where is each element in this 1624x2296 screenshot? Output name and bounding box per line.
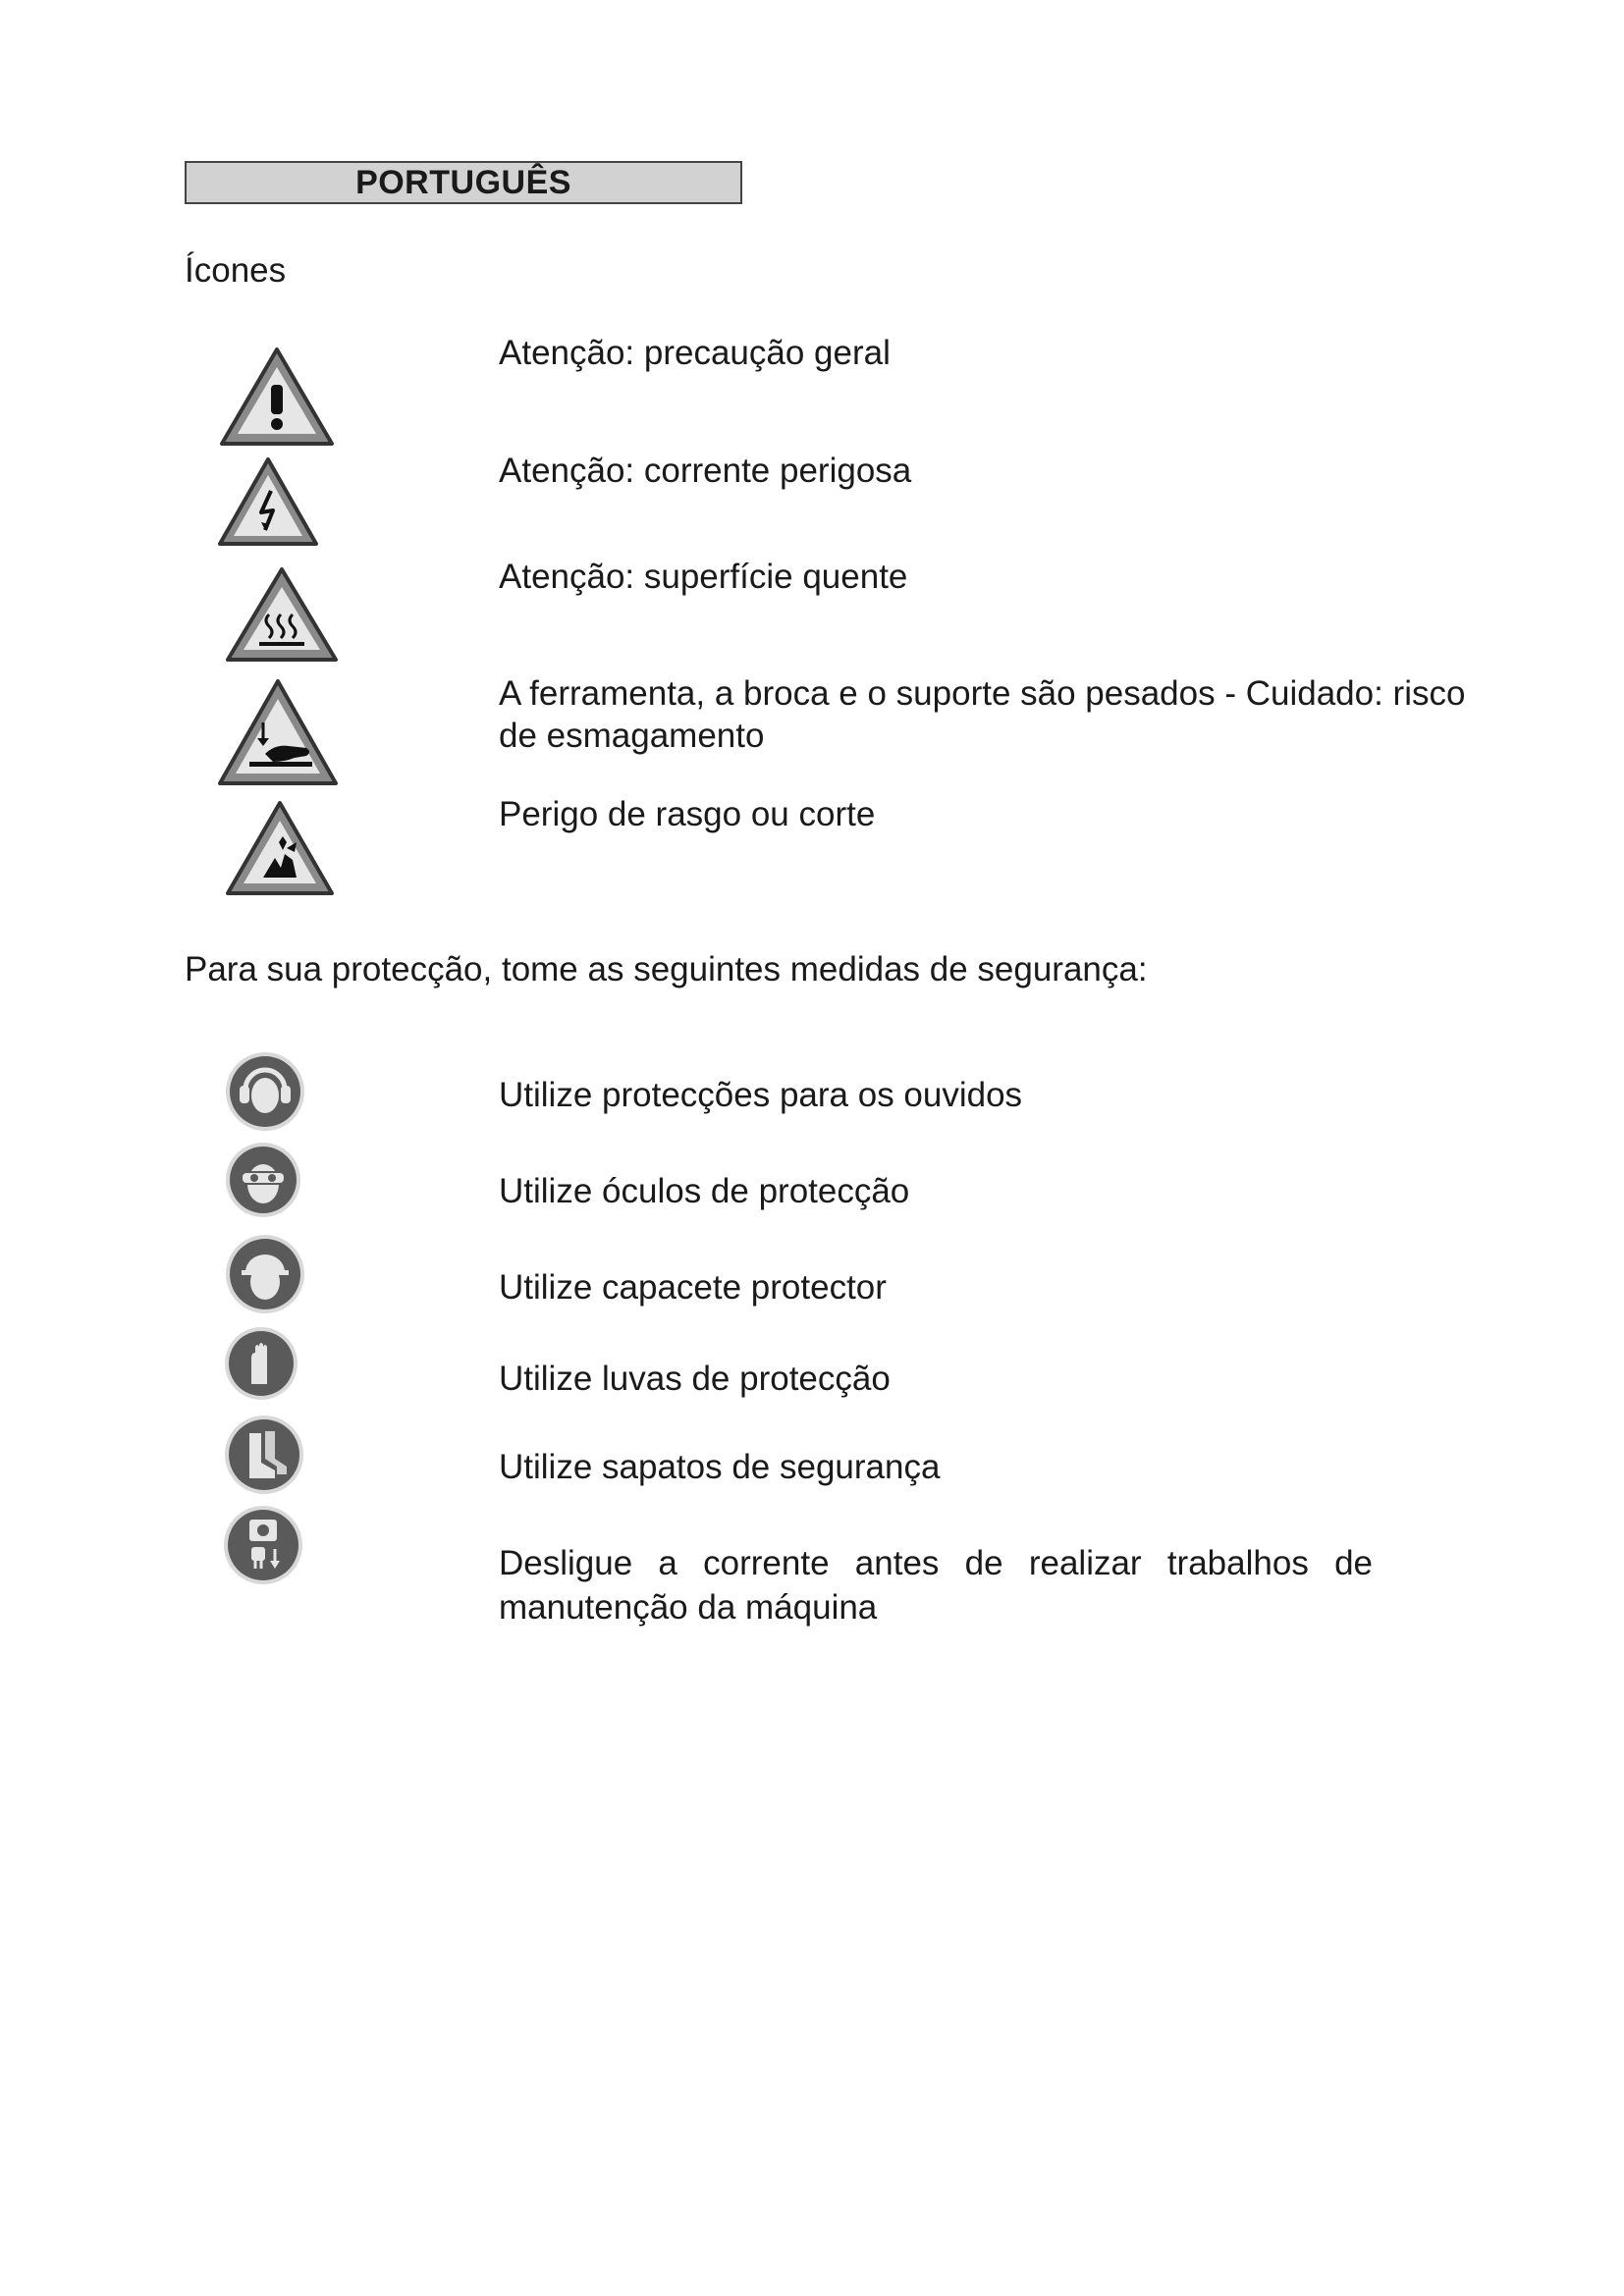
eye-protection-icon	[224, 1141, 302, 1219]
icon-item-text: Perigo de rasgo ou corte	[499, 795, 876, 833]
ear-protection-icon	[224, 1050, 306, 1133]
safety-item-text: Desligue a corrente antes de realizar trabalhos de manutenção da máquina	[499, 1544, 1373, 1627]
electric-hazard-icon	[216, 455, 320, 548]
gloves-icon	[224, 1325, 298, 1402]
icon-item-text: Atenção: superfície quente	[499, 558, 908, 596]
icon-item-text: A ferramenta, a broca e o suporte são pesados - Cuidado: risco de esmagamento	[499, 674, 1466, 755]
unplug-icon	[222, 1504, 304, 1586]
language-label: PORTUGUÊS	[355, 163, 571, 201]
safety-intro: Para sua protecção, tome as seguintes medidas de segurança:	[185, 950, 1148, 988]
icons-section-title: Ícones	[185, 251, 287, 290]
icon-item-text: Atenção: corrente perigosa	[499, 452, 912, 490]
safety-item-text: Utilize luvas de protecção	[499, 1360, 891, 1398]
cut-hazard-icon	[224, 799, 336, 897]
icon-item-text: Atenção: precaução geral	[499, 334, 891, 372]
safety-item-text: Utilize protecções para os ouvidos	[499, 1076, 1023, 1114]
crush-hazard-icon	[216, 677, 340, 787]
safety-boots-icon	[224, 1414, 304, 1496]
safety-item-text: Utilize óculos de protecção	[499, 1172, 910, 1210]
hot-surface-icon	[224, 565, 340, 664]
language-header	[185, 161, 742, 204]
safety-item-text: Utilize capacete protector	[499, 1268, 887, 1307]
helmet-icon	[224, 1233, 306, 1315]
warning-exclamation-icon	[218, 346, 336, 448]
safety-item-text: Utilize sapatos de segurança	[499, 1448, 941, 1486]
